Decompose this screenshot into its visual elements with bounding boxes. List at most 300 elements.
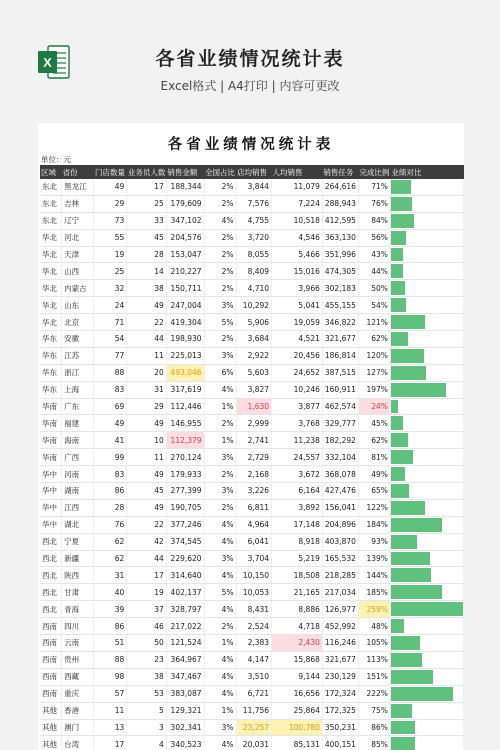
table-row — [40, 449, 464, 466]
performance-bar-cell — [390, 432, 463, 449]
sales-cell: 364,967 — [166, 651, 204, 668]
performance-bar — [391, 281, 405, 295]
province-cell: 海南 — [62, 432, 94, 449]
province-cell: 山东 — [62, 297, 94, 314]
region-cell: 西南 — [40, 668, 62, 685]
staff-avg-cell: 85,131 — [272, 736, 323, 750]
performance-bar — [391, 721, 415, 735]
performance-bar-cell — [390, 651, 463, 668]
province-cell: 澳门 — [62, 719, 94, 736]
stores-cell: 40 — [94, 584, 127, 601]
staff-avg-cell: 3,672 — [272, 466, 323, 483]
performance-bar — [391, 737, 415, 750]
sales-cell: 419,304 — [166, 314, 204, 331]
staff-avg-cell: 11,079 — [272, 179, 323, 195]
staff-cell: 45 — [127, 229, 167, 246]
performance-bar-cell — [390, 347, 463, 364]
performance-bar-cell — [390, 736, 463, 750]
share-cell: 4% — [204, 651, 236, 668]
store-avg-cell: 4,147 — [236, 651, 271, 668]
province-cell: 西藏 — [62, 668, 94, 685]
staff-avg-cell: 10,518 — [272, 212, 323, 229]
stores-cell: 86 — [94, 618, 127, 635]
staff-cell: 50 — [127, 635, 167, 652]
store-avg-cell: 6,041 — [236, 533, 271, 550]
store-avg-cell: 10,053 — [236, 584, 271, 601]
province-cell: 辽宁 — [62, 212, 94, 229]
province-cell: 北京 — [62, 314, 94, 331]
staff-cell: 46 — [127, 618, 167, 635]
rate-cell: 45% — [358, 415, 390, 432]
rate-cell: 43% — [358, 246, 390, 263]
staff-avg-cell: 19,059 — [272, 314, 323, 331]
target-cell: 288,943 — [322, 195, 358, 212]
share-cell: 3% — [204, 483, 236, 500]
target-cell: 172,324 — [322, 685, 358, 702]
stores-cell: 11 — [94, 702, 127, 719]
region-cell: 其他 — [40, 702, 62, 719]
store-avg-cell: 3,226 — [236, 483, 271, 500]
store-avg-cell: 4,964 — [236, 516, 271, 533]
target-cell: 165,532 — [322, 550, 358, 567]
table-row — [40, 246, 464, 263]
rate-cell: 76% — [358, 195, 390, 212]
performance-bar — [391, 619, 404, 633]
page-title: 各省业绩情况统计表 — [155, 48, 345, 70]
staff-cell: 23 — [127, 651, 167, 668]
staff-avg-cell: 9,144 — [272, 668, 323, 685]
staff-avg-cell: 4,546 — [272, 229, 323, 246]
rate-cell: 113% — [358, 651, 390, 668]
rate-cell: 86% — [358, 719, 390, 736]
sales-cell: 377,246 — [166, 516, 204, 533]
column-header: 业务员人数 — [127, 165, 167, 179]
staff-avg-cell: 100,780 — [272, 719, 323, 736]
performance-bar-cell — [390, 635, 463, 652]
stores-cell: 24 — [94, 297, 127, 314]
rate-cell: 48% — [358, 618, 390, 635]
performance-bar — [391, 332, 408, 346]
performance-bar — [391, 231, 407, 245]
staff-avg-cell: 6,164 — [272, 483, 323, 500]
performance-bar — [391, 450, 414, 464]
rate-cell: 121% — [358, 314, 390, 331]
share-cell: 4% — [204, 533, 236, 550]
performance-bar-cell — [390, 601, 463, 618]
staff-avg-cell: 20,456 — [272, 347, 323, 364]
province-cell: 安徽 — [62, 331, 94, 348]
region-cell: 西南 — [40, 651, 62, 668]
region-cell: 华东 — [40, 381, 62, 398]
province-cell: 台湾 — [62, 736, 94, 750]
target-cell: 403,870 — [322, 533, 358, 550]
staff-cell: 19 — [127, 584, 167, 601]
province-cell: 重庆 — [62, 685, 94, 702]
stores-cell: 62 — [94, 550, 127, 567]
staff-avg-cell: 3,966 — [272, 280, 323, 297]
target-cell: 329,777 — [322, 415, 358, 432]
stores-cell: 54 — [94, 331, 127, 348]
sales-cell: 328,797 — [166, 601, 204, 618]
staff-cell: 3 — [127, 719, 167, 736]
store-avg-cell: 4,755 — [236, 212, 271, 229]
region-cell: 华北 — [40, 263, 62, 280]
performance-bar — [391, 501, 425, 515]
unit-label: 单位：元 — [41, 155, 71, 164]
staff-cell: 10 — [127, 432, 167, 449]
stores-cell: 32 — [94, 280, 127, 297]
sales-cell: 314,640 — [166, 567, 204, 584]
province-cell: 吉林 — [62, 195, 94, 212]
sales-cell: 179,933 — [166, 466, 204, 483]
store-avg-cell: 5,603 — [236, 364, 271, 381]
stores-cell: 62 — [94, 533, 127, 550]
share-cell: 4% — [204, 567, 236, 584]
performance-bar-cell — [390, 466, 463, 483]
stores-cell: 41 — [94, 432, 127, 449]
rate-cell: 81% — [358, 449, 390, 466]
rate-cell: 84% — [358, 212, 390, 229]
stores-cell: 76 — [94, 516, 127, 533]
sales-cell: 340,523 — [166, 736, 204, 750]
province-cell: 黑龙江 — [62, 179, 94, 195]
target-cell: 264,616 — [322, 179, 358, 195]
province-cell: 青海 — [62, 601, 94, 618]
target-cell: 368,078 — [322, 466, 358, 483]
stores-cell: 88 — [94, 651, 127, 668]
staff-avg-cell: 8,886 — [272, 601, 323, 618]
sales-cell: 179,609 — [166, 195, 204, 212]
store-avg-cell: 1,630 — [236, 398, 271, 415]
region-cell: 东北 — [40, 195, 62, 212]
table-row — [40, 398, 464, 415]
staff-cell: 38 — [127, 280, 167, 297]
table-row — [40, 331, 464, 348]
province-cell: 内蒙古 — [62, 280, 94, 297]
performance-bar-cell — [390, 212, 463, 229]
rate-cell: 197% — [358, 381, 390, 398]
table-row — [40, 618, 464, 635]
store-avg-cell: 2,922 — [236, 347, 271, 364]
share-cell: 1% — [204, 635, 236, 652]
province-cell: 湖南 — [62, 483, 94, 500]
spreadsheet-preview — [38, 123, 464, 750]
province-cell: 陕西 — [62, 567, 94, 584]
table-row — [40, 314, 464, 331]
share-cell: 1% — [204, 398, 236, 415]
performance-bar — [391, 687, 453, 701]
store-avg-cell: 3,827 — [236, 381, 271, 398]
rate-cell: 105% — [358, 635, 390, 652]
staff-cell: 42 — [127, 533, 167, 550]
staff-cell: 49 — [127, 297, 167, 314]
region-cell: 东北 — [40, 212, 62, 229]
store-avg-cell: 3,510 — [236, 668, 271, 685]
table-row — [40, 584, 464, 601]
performance-bar-cell — [390, 533, 463, 550]
target-cell: 350,231 — [322, 719, 358, 736]
table-row — [40, 685, 464, 702]
performance-bar — [391, 383, 446, 397]
table-row — [40, 195, 464, 212]
rate-cell: 144% — [358, 567, 390, 584]
staff-cell: 28 — [127, 246, 167, 263]
province-cell: 新疆 — [62, 550, 94, 567]
performance-bar — [391, 197, 412, 211]
region-cell: 华北 — [40, 280, 62, 297]
target-cell: 218,285 — [322, 567, 358, 584]
rate-cell: 54% — [358, 297, 390, 314]
sales-cell: 247,004 — [166, 297, 204, 314]
performance-bar-cell — [390, 331, 463, 348]
stores-cell: 88 — [94, 364, 127, 381]
rate-cell: 24% — [358, 398, 390, 415]
performance-bar — [391, 264, 403, 278]
performance-bar-cell — [390, 398, 463, 415]
share-cell: 2% — [204, 618, 236, 635]
sales-cell: 112,379 — [166, 432, 204, 449]
region-cell: 华北 — [40, 246, 62, 263]
rate-cell: 120% — [358, 347, 390, 364]
sales-cell: 121,524 — [166, 635, 204, 652]
rate-cell: 75% — [358, 702, 390, 719]
target-cell: 363,130 — [322, 229, 358, 246]
store-avg-cell: 6,721 — [236, 685, 271, 702]
staff-avg-cell: 3,877 — [272, 398, 323, 415]
staff-avg-cell: 3,768 — [272, 415, 323, 432]
staff-avg-cell: 11,238 — [272, 432, 323, 449]
target-cell: 346,822 — [322, 314, 358, 331]
staff-cell: 5 — [127, 702, 167, 719]
share-cell: 4% — [204, 212, 236, 229]
rate-cell: 127% — [358, 364, 390, 381]
target-cell: 452,992 — [322, 618, 358, 635]
performance-bar — [391, 433, 408, 447]
share-cell: 5% — [204, 314, 236, 331]
performance-bar — [391, 298, 406, 312]
staff-avg-cell: 17,148 — [272, 516, 323, 533]
table-header-row — [40, 165, 464, 179]
column-header: 门店数量 — [94, 165, 127, 179]
rate-cell: 62% — [358, 432, 390, 449]
region-cell: 东北 — [40, 179, 62, 195]
share-cell: 2% — [204, 195, 236, 212]
province-cell: 福建 — [62, 415, 94, 432]
stores-cell: 57 — [94, 685, 127, 702]
sales-cell: 374,545 — [166, 533, 204, 550]
region-cell: 华东 — [40, 347, 62, 364]
stores-cell: 71 — [94, 314, 127, 331]
share-cell: 5% — [204, 584, 236, 601]
performance-bar-cell — [390, 179, 463, 195]
region-cell: 西南 — [40, 685, 62, 702]
sales-cell: 190,705 — [166, 499, 204, 516]
region-cell: 华北 — [40, 297, 62, 314]
performance-bar — [391, 416, 404, 430]
share-cell: 2% — [204, 280, 236, 297]
rate-cell: 151% — [358, 668, 390, 685]
staff-cell: 38 — [127, 668, 167, 685]
staff-cell: 49 — [127, 466, 167, 483]
table-row — [40, 381, 464, 398]
performance-bar — [391, 400, 398, 414]
column-header: 店均销售 — [236, 165, 271, 179]
store-avg-cell: 3,684 — [236, 331, 271, 348]
performance-bar — [391, 704, 412, 718]
table-row — [40, 499, 464, 516]
target-cell: 332,104 — [322, 449, 358, 466]
staff-cell: 4 — [127, 736, 167, 750]
sales-cell: 317,619 — [166, 381, 204, 398]
province-cell: 江苏 — [62, 347, 94, 364]
table-row — [40, 364, 464, 381]
rate-cell: 85% — [358, 736, 390, 750]
stores-cell: 17 — [94, 736, 127, 750]
performance-bar-cell — [390, 685, 463, 702]
province-cell: 天津 — [62, 246, 94, 263]
rate-cell: 185% — [358, 584, 390, 601]
rate-cell: 44% — [358, 263, 390, 280]
sales-cell: 270,124 — [166, 449, 204, 466]
region-cell: 西北 — [40, 533, 62, 550]
performance-bar — [391, 484, 409, 498]
staff-avg-cell: 8,918 — [272, 533, 323, 550]
rate-cell: 222% — [358, 685, 390, 702]
province-cell: 香港 — [62, 702, 94, 719]
share-cell: 2% — [204, 466, 236, 483]
share-cell: 2% — [204, 263, 236, 280]
region-cell: 西北 — [40, 567, 62, 584]
share-cell: 1% — [204, 432, 236, 449]
performance-bar-cell — [390, 229, 463, 246]
rate-cell: 56% — [358, 229, 390, 246]
sales-cell: 217,022 — [166, 618, 204, 635]
staff-cell: 17 — [127, 179, 167, 195]
store-avg-cell: 8,409 — [236, 263, 271, 280]
staff-cell: 22 — [127, 314, 167, 331]
share-cell: 4% — [204, 685, 236, 702]
share-cell: 4% — [204, 736, 236, 750]
performance-bar — [391, 467, 405, 481]
stores-cell: 98 — [94, 668, 127, 685]
target-cell: 321,677 — [322, 331, 358, 348]
column-header: 销售金额 — [166, 165, 204, 179]
stores-cell: 25 — [94, 263, 127, 280]
target-cell: 116,246 — [322, 635, 358, 652]
staff-avg-cell: 16,656 — [272, 685, 323, 702]
column-header: 完成比例 — [358, 165, 390, 179]
region-cell: 华南 — [40, 415, 62, 432]
province-cell: 河南 — [62, 466, 94, 483]
rate-cell: 71% — [358, 179, 390, 195]
share-cell: 2% — [204, 246, 236, 263]
target-cell: 387,515 — [322, 364, 358, 381]
stores-cell: 55 — [94, 229, 127, 246]
region-cell: 华中 — [40, 483, 62, 500]
store-avg-cell: 3,704 — [236, 550, 271, 567]
sales-cell: 229,620 — [166, 550, 204, 567]
store-avg-cell: 11,756 — [236, 702, 271, 719]
sales-cell: 402,137 — [166, 584, 204, 601]
store-avg-cell: 20,031 — [236, 736, 271, 750]
share-cell: 2% — [204, 229, 236, 246]
sales-cell: 383,087 — [166, 685, 204, 702]
target-cell: 321,677 — [322, 651, 358, 668]
performance-bar — [391, 366, 426, 380]
province-cell: 河北 — [62, 229, 94, 246]
sales-cell: 347,102 — [166, 212, 204, 229]
excel-logo-letter: X — [43, 55, 52, 70]
staff-cell: 11 — [127, 449, 167, 466]
staff-avg-cell: 2,430 — [272, 635, 323, 652]
stores-cell: 51 — [94, 635, 127, 652]
share-cell: 2% — [204, 415, 236, 432]
store-avg-cell: 4,710 — [236, 280, 271, 297]
table-row — [40, 432, 464, 449]
target-cell: 156,041 — [322, 499, 358, 516]
performance-bar-cell — [390, 702, 463, 719]
store-avg-cell: 2,741 — [236, 432, 271, 449]
performance-bar-cell — [390, 364, 463, 381]
store-avg-cell: 8,431 — [236, 601, 271, 618]
staff-cell: 31 — [127, 381, 167, 398]
table-row — [40, 533, 464, 550]
share-cell: 3% — [204, 719, 236, 736]
store-avg-cell: 2,383 — [236, 635, 271, 652]
store-avg-cell: 5,906 — [236, 314, 271, 331]
stores-cell: 73 — [94, 212, 127, 229]
target-cell: 230,129 — [322, 668, 358, 685]
region-cell: 华南 — [40, 432, 62, 449]
sales-cell: 150,711 — [166, 280, 204, 297]
province-cell: 江西 — [62, 499, 94, 516]
target-cell: 204,896 — [322, 516, 358, 533]
performance-bar-cell — [390, 297, 463, 314]
table-row — [40, 179, 464, 195]
stores-cell: 83 — [94, 381, 127, 398]
stores-cell: 19 — [94, 246, 127, 263]
region-cell: 华中 — [40, 499, 62, 516]
staff-avg-cell: 4,521 — [272, 331, 323, 348]
sales-cell: 277,399 — [166, 483, 204, 500]
stores-cell: 77 — [94, 347, 127, 364]
store-avg-cell: 10,292 — [236, 297, 271, 314]
staff-avg-cell: 15,868 — [272, 651, 323, 668]
stores-cell: 49 — [94, 179, 127, 195]
share-cell: 6% — [204, 364, 236, 381]
table-row — [40, 668, 464, 685]
region-cell: 华北 — [40, 229, 62, 246]
store-avg-cell: 23,257 — [236, 719, 271, 736]
column-header: 销售任务 — [322, 165, 358, 179]
column-header: 全国占比 — [204, 165, 236, 179]
share-cell: 2% — [204, 179, 236, 195]
target-cell: 455,155 — [322, 297, 358, 314]
store-avg-cell: 2,168 — [236, 466, 271, 483]
store-avg-cell: 2,729 — [236, 449, 271, 466]
stores-cell: 83 — [94, 466, 127, 483]
staff-avg-cell: 21,165 — [272, 584, 323, 601]
staff-cell: 44 — [127, 331, 167, 348]
province-cell: 广东 — [62, 398, 94, 415]
province-cell: 上海 — [62, 381, 94, 398]
column-header: 业绩对比 — [390, 165, 463, 179]
share-cell: 4% — [204, 516, 236, 533]
staff-cell: 17 — [127, 567, 167, 584]
performance-bar — [391, 518, 442, 532]
region-cell: 华南 — [40, 449, 62, 466]
share-cell: 4% — [204, 381, 236, 398]
